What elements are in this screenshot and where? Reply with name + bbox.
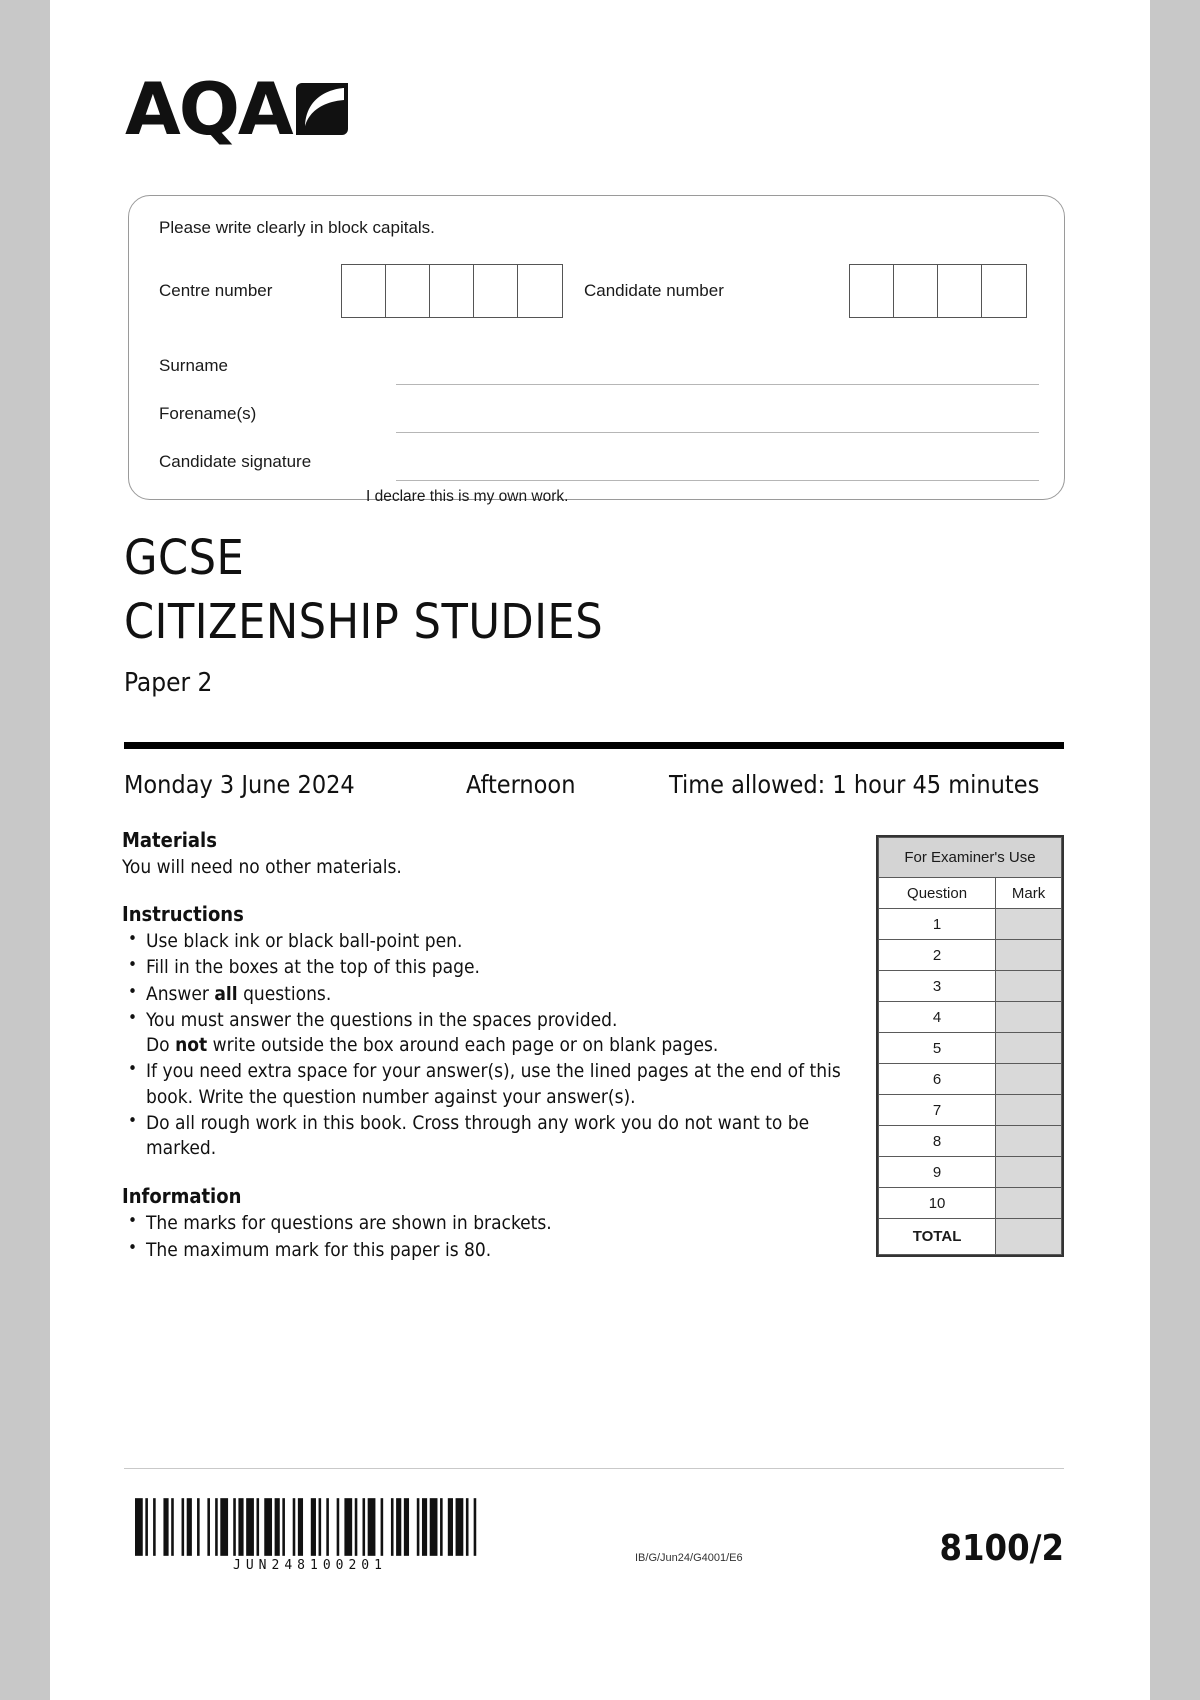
information-item: • The marks for questions are shown in brackets. (146, 1211, 852, 1236)
forename-row (159, 396, 1039, 444)
entry-box[interactable] (938, 265, 982, 317)
qualification-title: GCSE (124, 530, 245, 586)
column-header-mark: Mark (996, 878, 1062, 909)
mark-cell[interactable] (996, 1095, 1062, 1126)
table-row (879, 1126, 1062, 1157)
exam-date: Monday 3 June 2024 (124, 770, 355, 799)
examiner-table-title: For Examiner's Use (879, 838, 1062, 878)
mark-cell[interactable] (996, 971, 1062, 1002)
question-number: 10 (879, 1188, 996, 1219)
question-number: 4 (879, 1002, 996, 1033)
exam-paper-page (50, 0, 1150, 1700)
barcode-number: JUN248100201 (233, 1558, 387, 1573)
question-number: 7 (879, 1095, 996, 1126)
information-item: • The maximum mark for this paper is 80. (146, 1238, 852, 1263)
aqa-logo (125, 67, 348, 151)
instructions-heading: Instructions (122, 902, 244, 927)
entry-box[interactable] (386, 265, 430, 317)
mark-cell[interactable] (996, 909, 1062, 940)
entry-box[interactable] (474, 265, 518, 317)
surname-label: Surname (159, 356, 228, 375)
entry-box[interactable] (982, 265, 1026, 317)
centre-number-input[interactable] (341, 264, 563, 318)
instruction-item: • If you need extra space for your answer(s), use the lined pages at the end of this book. Write the question number against your answer(s). (146, 1059, 852, 1110)
header-divider (124, 742, 1064, 749)
instructions-list (122, 929, 852, 1161)
question-number: 9 (879, 1157, 996, 1188)
surname-input[interactable] (396, 384, 1039, 385)
table-row (879, 909, 1062, 940)
candidate-number-label: Candidate number (584, 281, 724, 300)
entry-box[interactable] (430, 265, 474, 317)
footer-divider (124, 1468, 1064, 1469)
table-row (879, 1033, 1062, 1064)
candidate-signature-label: Candidate signature (159, 452, 312, 471)
candidate-signature-input[interactable] (396, 480, 1039, 481)
surname-row (159, 348, 1039, 396)
entry-box[interactable] (518, 265, 562, 317)
footer-reference: IB/G/Jun24/G4001/E6 (635, 1552, 743, 1564)
entry-box[interactable] (894, 265, 938, 317)
candidate-number-input[interactable] (849, 264, 1027, 318)
declaration-text: I declare this is my own work. (366, 488, 569, 505)
total-mark-cell[interactable] (996, 1219, 1062, 1255)
table-row (879, 1188, 1062, 1219)
forename-label: Forename(s) (159, 404, 257, 423)
table-row (879, 1157, 1062, 1188)
signature-row (159, 444, 1039, 492)
column-header-question: Question (879, 878, 996, 909)
number-fields-row (159, 264, 1039, 320)
exam-session: Afternoon (466, 770, 576, 799)
question-number: 8 (879, 1126, 996, 1157)
aqa-logo-text: AQA (125, 67, 292, 151)
materials-text: You will need no other materials. (122, 856, 402, 878)
section-gap (122, 1162, 852, 1184)
section-gap (122, 880, 852, 902)
total-label: TOTAL (879, 1219, 996, 1255)
entry-box[interactable] (850, 265, 894, 317)
instruction-item: • Fill in the boxes at the top of this page. (146, 955, 852, 980)
entry-box[interactable] (342, 265, 386, 317)
instruction-item: • Do all rough work in this book. Cross through any work you do not want to be marked. (146, 1111, 852, 1162)
question-number: 6 (879, 1064, 996, 1095)
forename-input[interactable] (396, 432, 1039, 433)
table-row (879, 1002, 1062, 1033)
subject-title: CITIZENSHIP STUDIES (124, 594, 604, 650)
table-row (879, 971, 1062, 1002)
centre-number-label: Centre number (159, 281, 273, 300)
materials-heading: Materials (122, 828, 217, 852)
table-row (879, 940, 1062, 971)
instruction-item: • You must answer the questions in the spaces provided. Do not write outside the box around each page or on blank pages. (146, 1008, 852, 1059)
table-row-total (879, 1219, 1062, 1255)
instructions-column (122, 828, 852, 1264)
paper-number: Paper 2 (124, 668, 213, 698)
instruction-item: • Use black ink or black ball-point pen. (146, 929, 852, 954)
candidate-details-box (128, 195, 1065, 505)
table-row (879, 1095, 1062, 1126)
mark-cell[interactable] (996, 1064, 1062, 1095)
exam-time-allowed: Time allowed: 1 hour 45 minutes (669, 770, 1040, 799)
mark-cell[interactable] (996, 1126, 1062, 1157)
exam-details-line (124, 770, 1069, 804)
block-capitals-instruction: Please write clearly in block capitals. (159, 218, 435, 237)
question-number: 1 (879, 909, 996, 940)
mark-cell[interactable] (996, 940, 1062, 971)
mark-cell[interactable] (996, 1157, 1062, 1188)
mark-cell[interactable] (996, 1002, 1062, 1033)
mark-cell[interactable] (996, 1188, 1062, 1219)
information-heading: Information (122, 1184, 242, 1209)
question-number: 3 (879, 971, 996, 1002)
mark-cell[interactable] (996, 1033, 1062, 1064)
table-row (879, 1064, 1062, 1095)
question-number: 2 (879, 940, 996, 971)
instruction-item: • Answer all questions. (146, 982, 852, 1007)
aqa-leaf-icon (296, 83, 348, 135)
information-list (122, 1211, 852, 1263)
paper-code: 8100/2 (939, 1528, 1064, 1569)
barcode (135, 1498, 485, 1556)
name-fields (159, 348, 1039, 492)
question-number: 5 (879, 1033, 996, 1064)
examiner-use-table (876, 835, 1064, 1257)
